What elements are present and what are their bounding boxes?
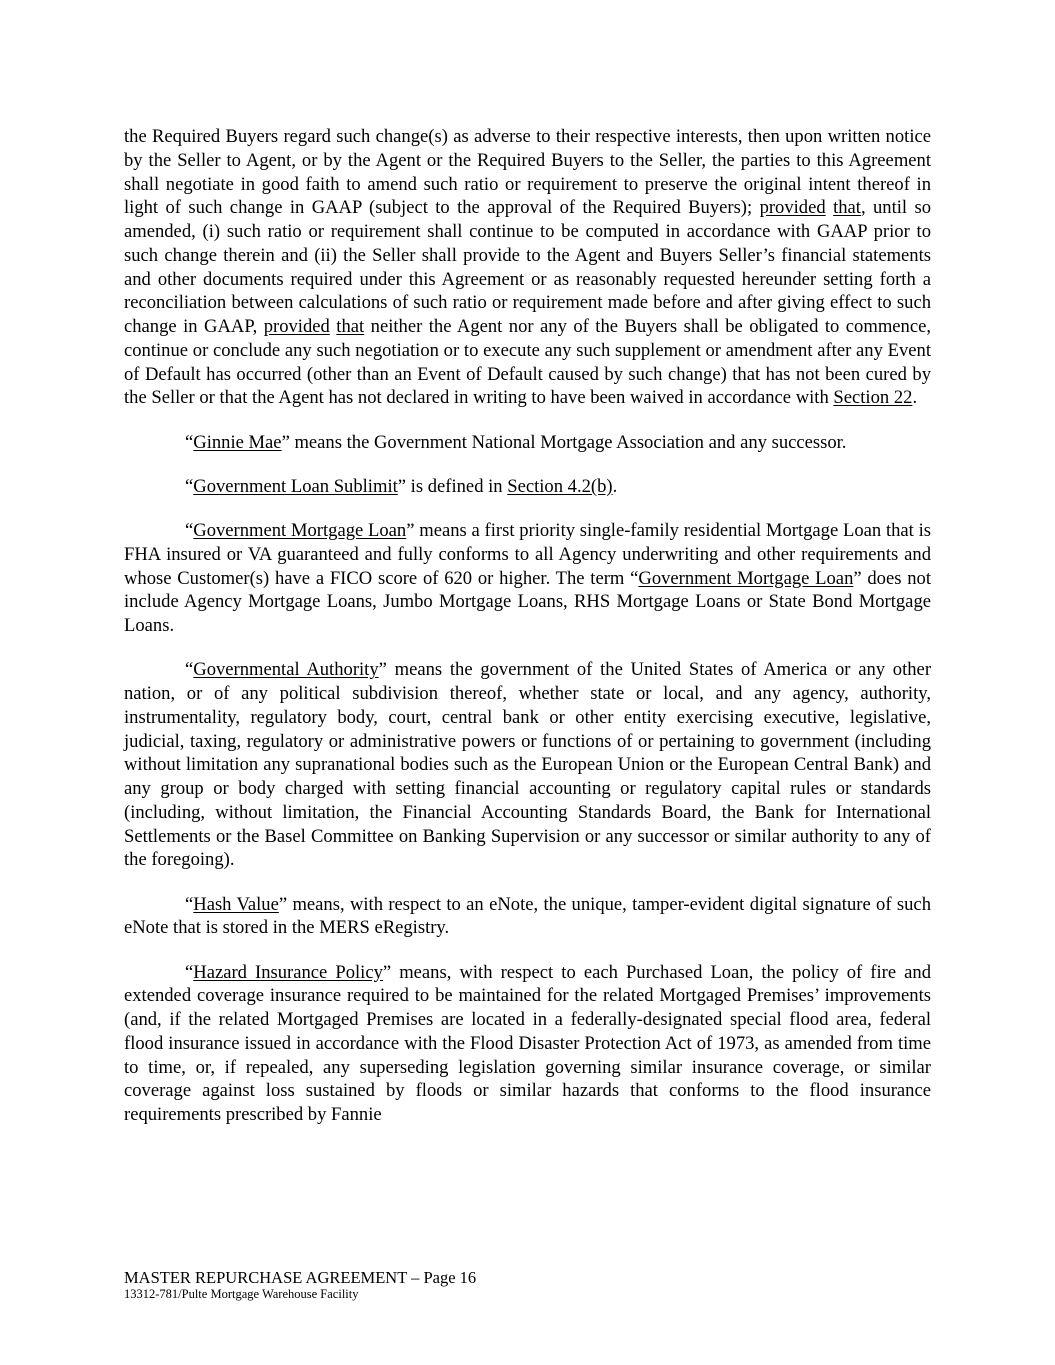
paragraph xyxy=(124,125,931,410)
text-segment xyxy=(826,197,833,218)
paragraph xyxy=(124,519,931,638)
defined-term-reference: provided xyxy=(263,316,330,337)
text-segment: . xyxy=(612,475,618,497)
defined-term-reference: provided xyxy=(759,197,826,219)
text-segment: the Required Buyers regard such change(s) as adverse to their respective interests, then upon written notice by the Seller to Agent, or by the Agent or the Required Buyers to the Seller, the parties to this Agreement shall negotiate in good faith to amend such ratio or requirement to preserve the original intent thereof in light of such change in GAAP (subject to the approval of the Required Buyers); xyxy=(124,126,931,219)
text-segment: ” is defined in xyxy=(397,475,508,497)
text-segment: “ xyxy=(185,520,194,541)
text-segment: . xyxy=(912,387,918,409)
paragraph xyxy=(124,431,931,455)
defined-term-reference: Section 22 xyxy=(833,387,913,409)
text-segment: ” does not include Agency Mortgage Loans, Jumbo Mortgage Loans, RHS Mortgage Loans or State Bond Mortgage Loans. xyxy=(124,567,931,636)
paragraph xyxy=(124,475,931,499)
page-footer xyxy=(124,1268,476,1302)
text-segment: “ xyxy=(185,431,194,453)
footer-title: MASTER REPURCHASE AGREEMENT – Page 16 xyxy=(124,1268,477,1287)
footer-doc-id: 13312-781/Pulte Mortgage Warehouse Facility xyxy=(124,1287,359,1301)
defined-term-reference: Governmental Authority xyxy=(193,659,379,681)
text-segment: ” means a first priority single-family residential Mortgage Loan that is FHA insured or VA guaranteed and fully conforms to all Agency underwriting and other requirements and whose Customer(s) have a FICO score of 620 or higher. The term “ xyxy=(124,520,931,589)
defined-term-reference: Government Mortgage Loan xyxy=(193,520,407,541)
text-segment: “ xyxy=(185,893,194,915)
text-segment: ” means the Government National Mortgage Association and any successor. xyxy=(281,431,847,453)
text-segment: “ xyxy=(185,961,194,983)
defined-term-reference: Government Loan Sublimit xyxy=(193,475,398,497)
defined-term-reference: Hazard Insurance Policy xyxy=(193,961,383,983)
paragraph xyxy=(124,961,931,1127)
defined-term-reference: Section 4.2(b) xyxy=(507,475,613,497)
paragraph xyxy=(124,658,931,872)
document-body xyxy=(124,125,931,1147)
text-segment: ” means the government of the United States of America or any other nation, or of any political subdivision thereof, whether state or local, and any agency, authority, instrumentality, regulatory body, court, central bank or other entity exercising executive, legislative, judicial, taxing, regulatory or administrative powers or functions of or pertaining to government (including without limitation any supranational bodies such as the European Union or the European Central Bank) and any group or body charged with setting financial accounting or regulatory capital rules or standards (including, without limitation, the Financial Accounting Standards Board, the Bank for International Settlements or the Basel Committee on Banking Supervision or any successor or similar authority to any of the foregoing). xyxy=(124,659,932,871)
defined-term-reference: Hash Value xyxy=(193,893,279,915)
text-segment: ” means, with respect to each Purchased Loan, the policy of fire and extended coverage insurance required to be maintained for the related Mortgaged Premises’ improvements (and, if the related Mortgaged Premises are located in a federally-designated special flood area, federal flood insurance issued in accordance with the Flood Disaster Protection Act of 1973, as amended from time to time, or, if repealed, any superseding legislation governing similar insurance coverage, or similar coverage against loss sustained by floods or similar hazards that conforms to the flood insurance requirements prescribed by Fannie xyxy=(124,961,931,1125)
paragraph xyxy=(124,893,931,941)
text-segment: “ xyxy=(185,659,194,681)
defined-term-reference: that xyxy=(336,316,365,337)
defined-term-reference: Ginnie Mae xyxy=(193,431,282,453)
text-segment: neither the Agent nor any of the Buyers shall be obligated to commence, continue or conclude any such negotiation or to execute any such supplement or amendment after any Event of Default has occurred (other than an Event of Default caused by such change) that has not been cured by the Seller or that the Agent has not declared in writing to have been waived in accordance with xyxy=(124,316,931,409)
defined-term-reference: that xyxy=(833,197,861,219)
text-segment: “ xyxy=(185,475,194,497)
defined-term-reference: Government Mortgage Loan xyxy=(638,567,854,589)
text-segment: , until so amended, (i) such ratio or requirement shall continue to be computed in accordance with GAAP prior to such change therein and (ii) the Seller shall provide to the Agent and Buyers Seller’s financial statements and other documents required under this Agreement or as reasonably requested hereunder setting forth a reconciliation between calculations of such ratio or requirement made before and after giving effect to such change in GAAP, xyxy=(124,197,931,337)
text-segment: ” means, with respect to an eNote, the unique, tamper-evident digital signature of such eNote that is stored in the MERS eRegistry. xyxy=(124,893,931,939)
